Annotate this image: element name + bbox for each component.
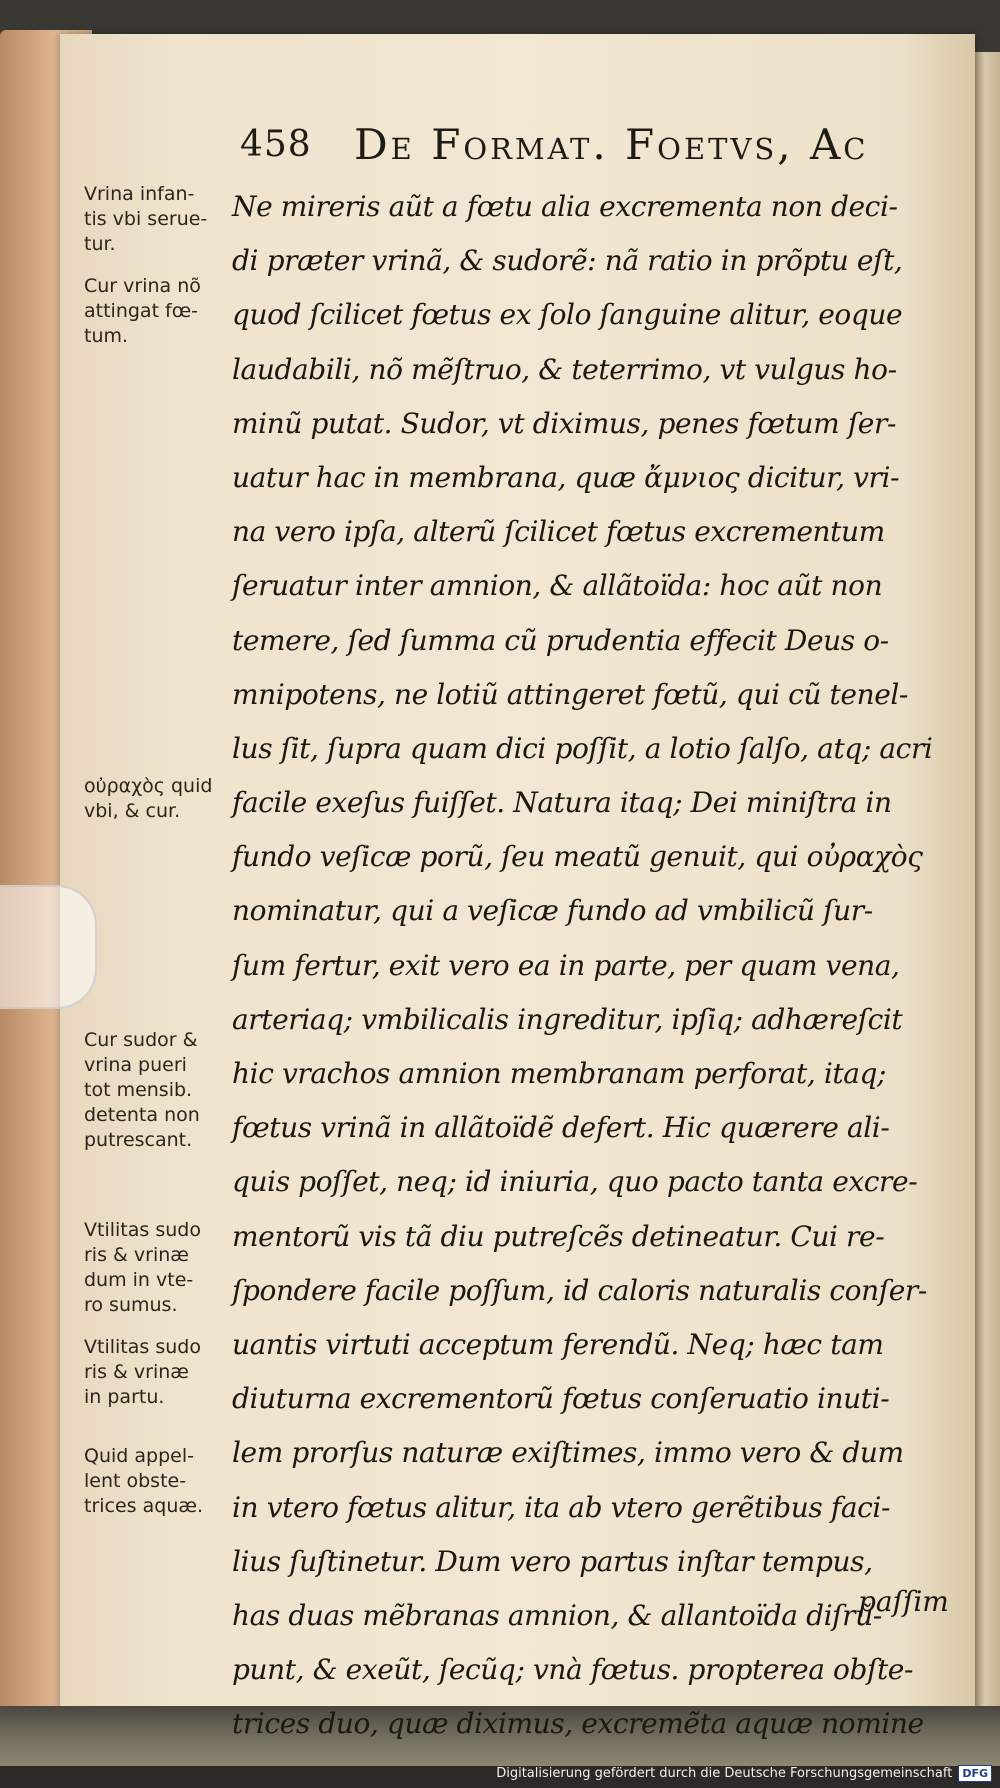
text-line: lius ſuſtinetur. Dum vero partus inſtar tempus,: [232, 1544, 873, 1578]
scanner-clip: [0, 885, 97, 1009]
text-line: fœtus vrinã in allãtoïdẽ defert. Hic quærere ali-: [232, 1111, 890, 1145]
text-line: punt, & exeũt, ſecũq; vnà fœtus. propterea obſte-: [232, 1653, 914, 1687]
text-line: quis poſſet, neq; id iniuria, quo pacto tanta excre-: [232, 1165, 918, 1199]
marginal-note: Vtilitas sudo ris & vrinæ dum in vte- ro sumus.: [84, 1219, 201, 1316]
text-line: hic vrachos amnion membranam perforat, itaq;: [232, 1057, 887, 1090]
text-line: nominatur, qui a veſicæ fundo ad vmbilicũ ſur-: [232, 894, 873, 928]
text-line: fundo veſicæ porũ, ſeu meatũ genuit, qui οὐραχὸς: [232, 840, 923, 874]
catchword: paſſim: [858, 1585, 949, 1618]
text-line: minũ putat. Sudor, vt diximus, penes fœtum ſer-: [232, 406, 897, 440]
text-line: uantis virtuti acceptum ferendũ. Neq; hæc tam: [232, 1327, 884, 1361]
marginal-notes: [84, 180, 242, 1580]
text-line: arteriaq; vmbilicalis ingreditur, ipſiq; adhæreſcit: [232, 1002, 903, 1036]
marginal-note: Vtilitas sudo ris & vrinæ in partu.: [84, 1336, 201, 1408]
text-line: in vtero fœtus alitur, ita ab vtero gerẽtibus faci-: [232, 1490, 891, 1524]
text-line: lus ſit, ſupra quam dici poſſit, a lotio ſalſo, atq; acri: [232, 731, 933, 765]
running-title: De Format. Foetvs, Ac: [354, 120, 869, 169]
page-number: 458: [240, 124, 312, 165]
dfg-logo: DFG: [958, 1765, 992, 1782]
text-line: facile exeſus fuiſſet. Natura itaq; Dei miniſtra in: [232, 786, 892, 820]
text-line: temere, ſed ſumma cũ prudentia effecit Deus o-: [232, 623, 889, 657]
text-line: na vero ipſa, alterũ ſcilicet fœtus excrementum: [232, 515, 885, 549]
text-line: mnipotens, ne lotiũ attingeret fœtũ, qui cũ tenel-: [232, 677, 908, 711]
text-line: ſum fertur, exit vero ea in parte, per quam vena,: [232, 948, 900, 982]
text-line: quod ſcilicet fœtus ex ſolo ſanguine alitur, eoque: [232, 298, 903, 332]
marginal-note: Vrina infan- tis vbi serue- tur.: [84, 183, 208, 255]
text-line: has duas mẽbranas amnion, & allantoïda diſrũ-: [232, 1598, 882, 1632]
credit-text: Digitalisierung gefördert durch die Deutsche Forschungsgemeinschaft: [496, 1765, 953, 1781]
text-line: di præter vrinã, & sudorẽ: nã ratio in prõptu eſt,: [232, 244, 903, 278]
text-line: laudabili, nõ mẽſtruo, & teterrimo, vt vulgus ho-: [232, 352, 897, 386]
marginal-note: Cur sudor & vrina pueri tot mensib. detenta non putrescant.: [84, 1029, 200, 1151]
digitization-credit: [496, 1762, 992, 1784]
page-header: [240, 120, 940, 180]
marginal-note: Quid appel- lent obste- trices aquæ.: [84, 1445, 204, 1517]
text-line: ſpondere facile poſſum, id caloris naturalis conſer-: [232, 1273, 927, 1307]
text-line: Ne mireris aũt a fœtu alia excrementa non deci-: [232, 190, 898, 223]
text-line: mentorũ vis tã diu putreſcẽs detineatur. Cui re-: [232, 1219, 885, 1253]
text-line: diuturna excrementorũ fœtus conſeruatio inuti-: [232, 1382, 890, 1416]
text-line: trices duo, quæ diximus, excremẽta aquæ nomine: [232, 1707, 924, 1741]
marginal-note: Cur vrina nõ attingat fœ- tum.: [84, 275, 201, 347]
text-line: lem prorſus naturæ exiſtimes, immo vero & dum: [232, 1436, 904, 1470]
text-line: uatur hac in membrana, quæ ἄμνιος dicitur, vri-: [232, 460, 900, 494]
book-edge-right: [975, 52, 1000, 1707]
body-text: [232, 180, 952, 1751]
marginal-note: οὐραχὸς quid vbi, & cur.: [84, 775, 213, 822]
text-line: ſeruatur inter amnion, & allãtoïda: hoc aũt non: [232, 569, 883, 603]
